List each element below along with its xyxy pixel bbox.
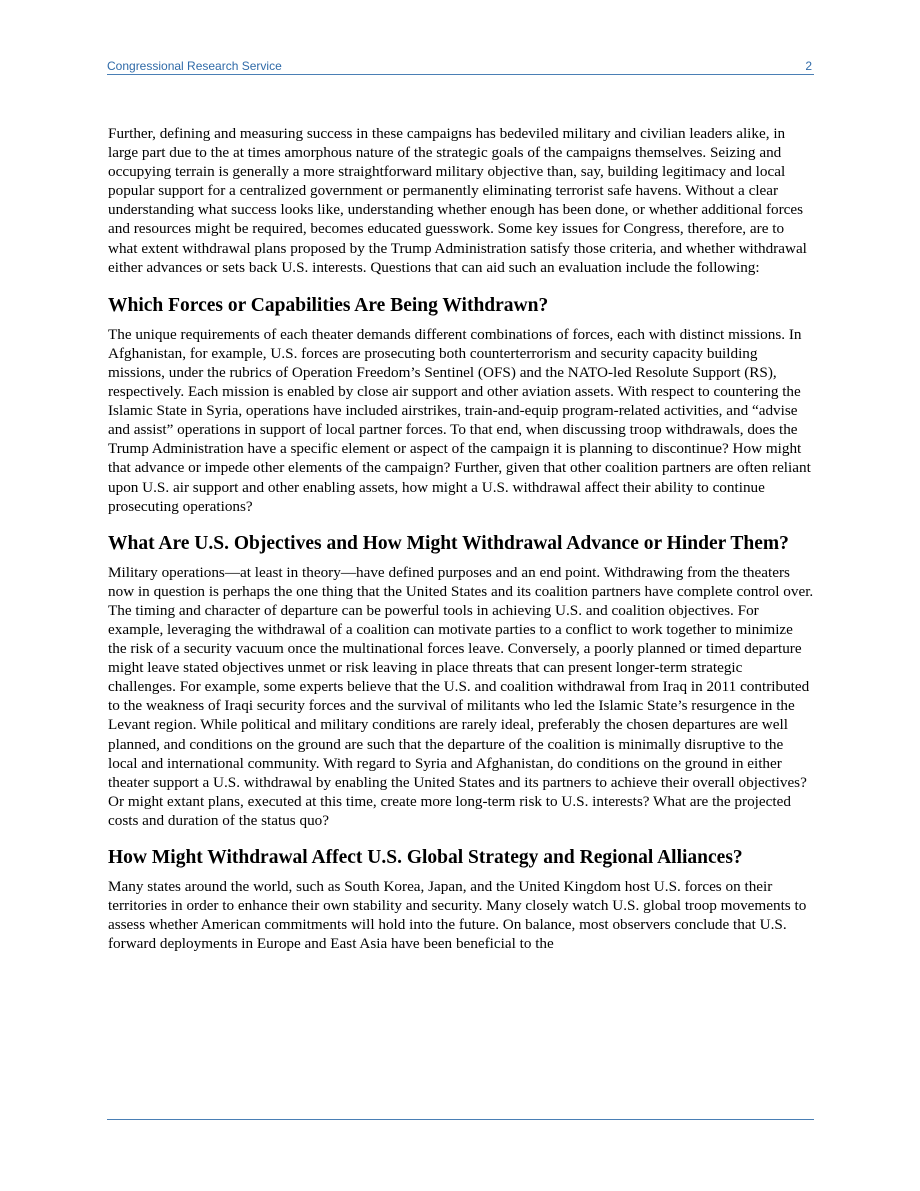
section-heading-forces-withdrawn: Which Forces or Capabilities Are Being Withdrawn? bbox=[108, 294, 549, 316]
page-header bbox=[107, 57, 814, 75]
header-organization: Congressional Research Service bbox=[107, 59, 282, 73]
document-body bbox=[108, 124, 814, 953]
section-paragraph-us-objectives: Military operations—at least in theory—have defined purposes and an end point. Withdrawing from the theaters now in question is perhaps the one thing that the United States and its coalition partners have complete control over. The timing and character of departure can be powerful tools in achieving U.S. and coalition objectives. For example, leveraging the withdrawal of a coalition can motivate parties to a conflict to work together to minimize the risk of a security vacuum once the multinational forces leave. Conversely, a poorly planned or timed departure might leave stated objectives unmet or risk leaving in place threats that can present longer-term strategic challenges. For example, some experts believe that the U.S. and coalition withdrawal from Iraq in 2011 contributed to the weakness of Iraqi security forces and the survival of militants who led the Islamic State’s resurgence in the Levant region. While political and military conditions are rarely ideal, preferably the chosen departures are well planned, and conditions on the ground are such that the departure of the coalition is minimally disruptive to the local and international community. With regard to Syria and Afghanistan, do conditions on the ground in either theater support a U.S. withdrawal by enabling the United States and its partners to achieve their overall objectives? Or might extant plans, executed at this time, create more long-term risk to U.S. interests? What are the projected costs and duration of the status quo? bbox=[108, 563, 814, 829]
footer-rule bbox=[107, 1119, 814, 1120]
section-paragraph-forces-withdrawn: The unique requirements of each theater demands different combinations of forces, each with distinct missions. In Afghanistan, for example, U.S. forces are prosecuting both counterterrorism and security capacity building missions, under the rubrics of Operation Freedom’s Sentinel (OFS) and the NATO-led Resolute Support (RS), respectively. Each mission is enabled by close air support and other aviation assets. With respect to countering the Islamic State in Syria, operations have included airstrikes, train-and-equip program-related activities, and “advise and assist” operations in support of local partner forces. To that end, when discussing troop withdrawals, does the Trump Administration have a specific element or aspect of the campaign it is planning to discontinue? How might that advance or impede other elements of the campaign? Further, given that other coalition partners are often reliant upon U.S. air support and other enabling assets, how might a U.S. withdrawal affect their ability to continue prosecuting operations? bbox=[108, 325, 811, 515]
section-heading-us-objectives: What Are U.S. Objectives and How Might Withdrawal Advance or Hinder Them? bbox=[108, 532, 789, 554]
intro-paragraph: Further, defining and measuring success in these campaigns has bedeviled military and civilian leaders alike, in large part due to the at times amorphous nature of the strategic goals of the campaigns themselves. Seizing and occupying terrain is generally a more straightforward military objective than, say, building legitimacy and local popular support for a centralized government or permanently eliminating terrorist safe havens. Without a clear understanding what success looks like, understanding whether enough has been done, or whether additional forces and resources might be required, becomes educated guesswork. Some key issues for Congress, therefore, are to what extent withdrawal plans proposed by the Trump Administration satisfy those criteria, and whether withdrawal either advances or sets back U.S. interests. Questions that can aid such an evaluation include the following: bbox=[108, 125, 807, 276]
section-heading-global-strategy: How Might Withdrawal Affect U.S. Global Strategy and Regional Alliances? bbox=[108, 847, 743, 868]
section-paragraph-global-strategy: Many states around the world, such as South Korea, Japan, and the United Kingdom host U.S. forces on their territories in order to enhance their own stability and security. Many closely watch U.S. global troop movements to assess whether American commitments will hold into the future. On balance, most observers conclude that U.S. forward deployments in Europe and East Asia have been beneficial to the bbox=[108, 878, 807, 953]
page-number: 2 bbox=[805, 59, 812, 73]
